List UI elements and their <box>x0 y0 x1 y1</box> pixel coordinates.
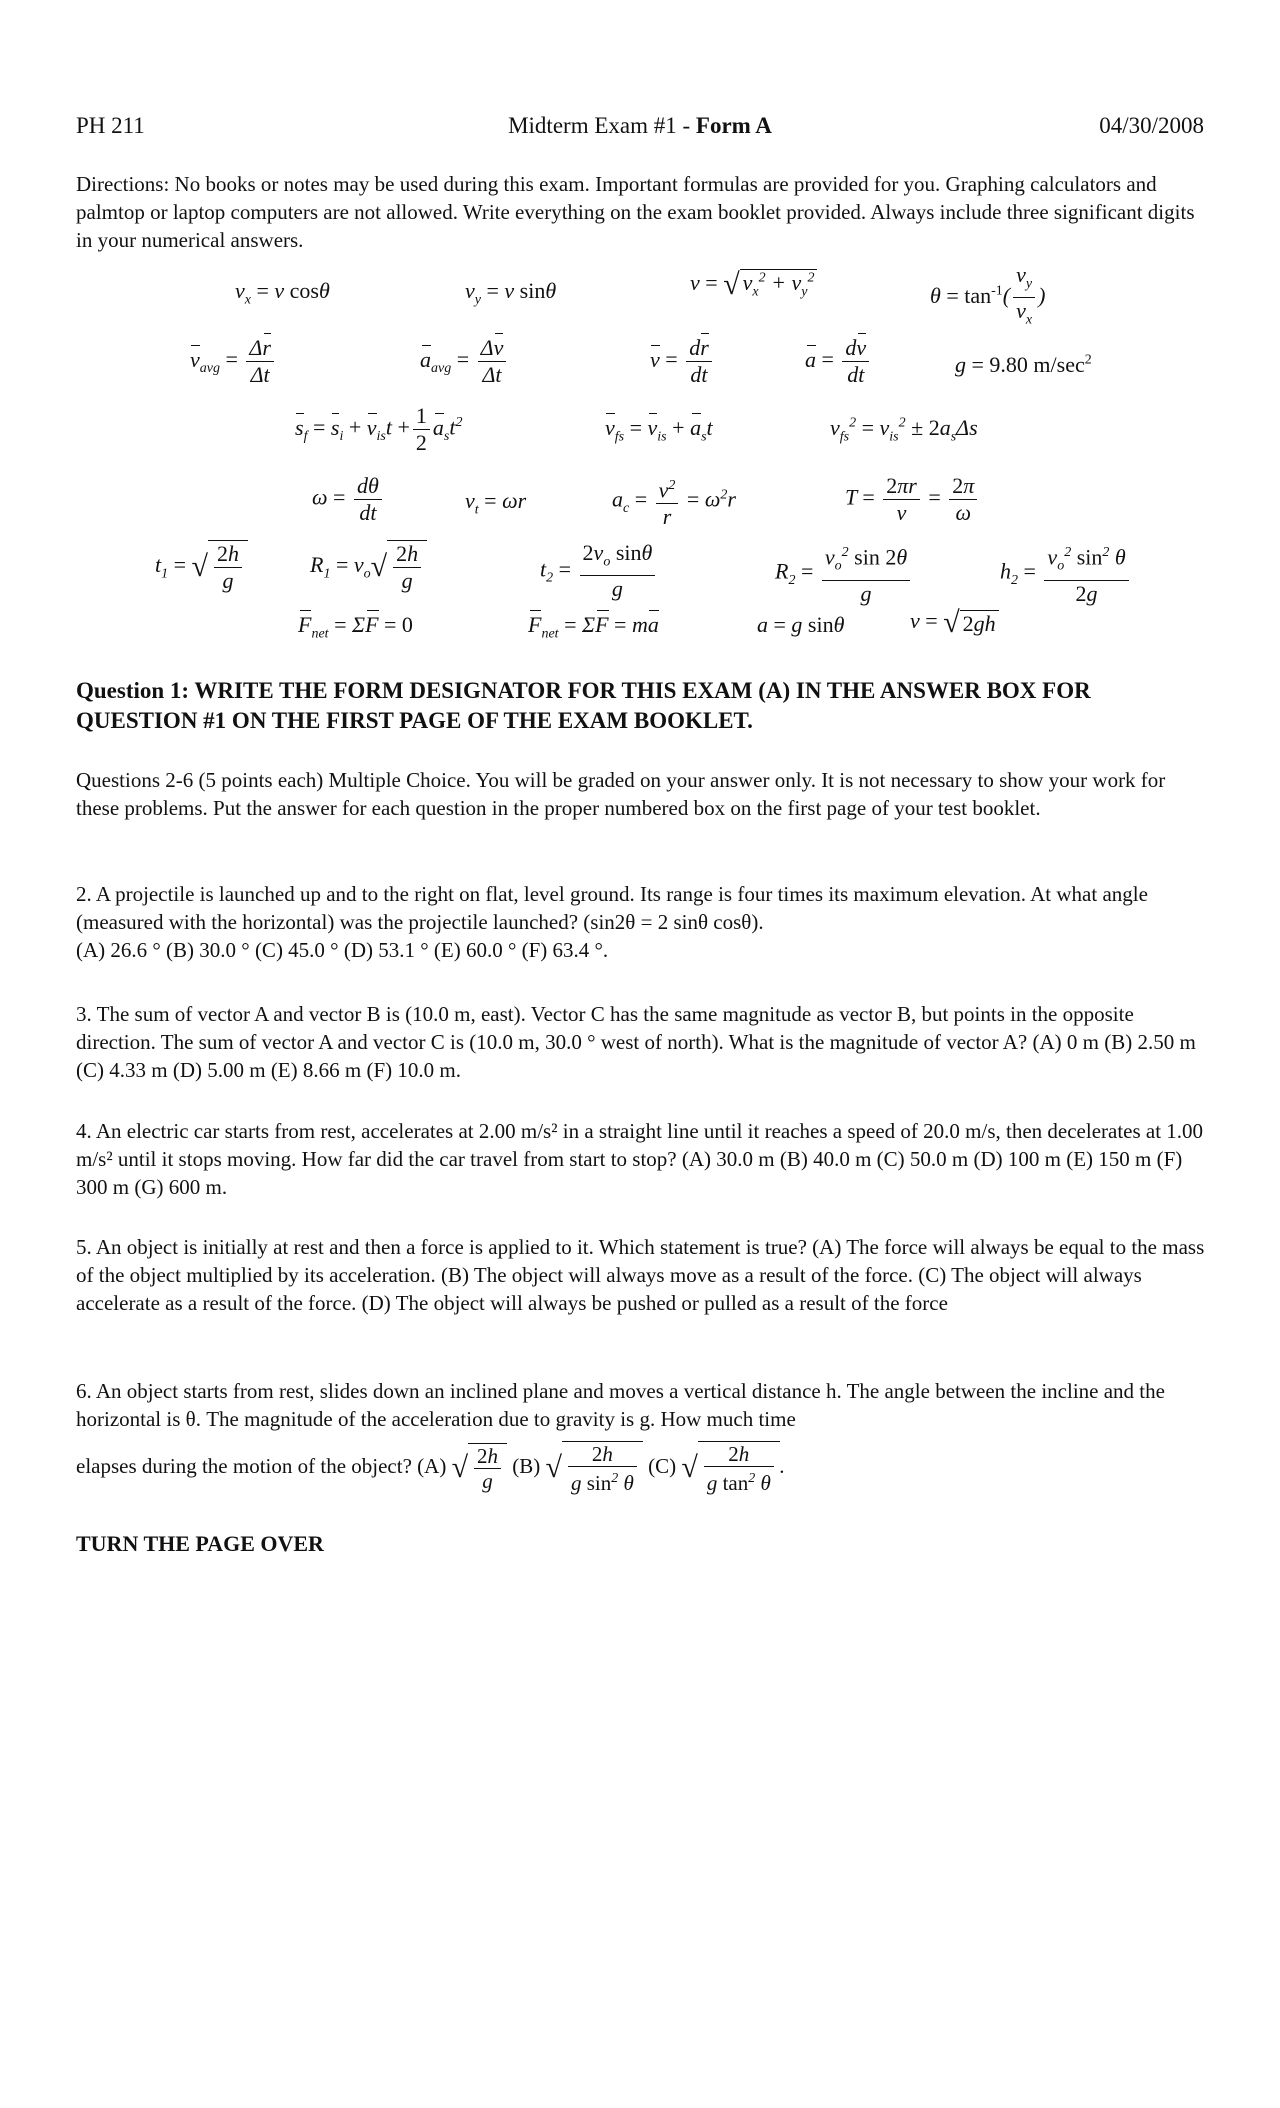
question-1: Question 1: WRITE THE FORM DESIGNATOR FOR THIS EXAM (A) IN THE ANSWER BOX FOR QUESTION #1 ON THE FIRST PAGE OF THE EXAM BOOKLET. <box>76 678 1091 733</box>
exam-title <box>76 113 1204 139</box>
question-2-text: 2. A projectile is launched up and to the right on flat, level ground. Its range is four times its maximum elevation. At what angle (measured with the horizontal) was the projectile launched? (sin2θ = 2 sinθ cosθ). <box>76 882 1148 934</box>
formula-g: g = 9.80 $m/\sec^2$ <box>955 352 1092 377</box>
formula-theta: $\theta = \tan^{-1}$( $\frac{v_y}{v_x}$ ) <box>930 262 1046 328</box>
question-4: 4. An electric car starts from rest, accelerates at 2.00 m/s² in a straight line until it reaches a speed of 20.0 m/s, then decelerates at 1.00 m/s² until it stops moving. How far did the car travel from start to stop? (A) 30.0 m (B) 40.0 m (C) 50.0 m (D) 100 m (E) 150 m (F) 300 m (G) 600 m. <box>76 1119 1204 1199</box>
question-6-options <box>76 1441 1208 1495</box>
question-6-lead: elapses during the motion of the object? (A) <box>76 1453 447 1478</box>
formula-position: $s_f = s_i + v_{is}t$ + $\frac{1}{2}$ $a_st^2$ <box>295 403 463 455</box>
formula-ac: $a_c$ = $\frac{v^2}{r}$ = $\omega^2r$ <box>612 473 736 530</box>
formula-velocity-squared: $v_{fs}^2 = v_{is}^2 \pm 2a_s\Delta s$ <box>830 415 978 445</box>
formula-velocity: $v_{fs} = v_{is} + a_st$ <box>605 415 713 445</box>
formula-vx: $v_x = v$ cosθ <box>235 278 330 308</box>
formula-v-avg: $v_{avg}$ = $\frac{\Delta r}{\Delta t}$ <box>190 335 277 388</box>
question-5: 5. An object is initially at rest and then a force is applied to it. Which statement is true? (A) The force will always be equal to the mass of the object multiplied by its acceleration. (B) The object will always move as a result of the force. (C) The object will always accelerate as a result of the force. (D) The object will always be pushed or pulled as a result of the force <box>76 1235 1205 1315</box>
formula-period: T = $\frac{2\pi r}{v}$ = $\frac{2\pi}{\omega}$ <box>845 473 980 526</box>
option-a-formula: √ $\frac{2h}{g}$ <box>452 1454 507 1478</box>
question-3: 3. The sum of vector A and vector B is (10.0 m, east). Vector C has the same magnitude as vector B, but points in the opposite direction. The sum of vector A and vector C is (10.0 m, 30.0 ° west of north). What is the magnitude of vector A? (A) 0 m (B) 2.50 m (C) 4.33 m (D) 5.00 m (E) 8.66 m (F) 10.0 m. <box>76 1002 1196 1082</box>
formula-h2: $h_2$ = $\frac{v_o^2 \sin^2 \theta}{2g}$ <box>1000 540 1132 607</box>
formula-r1: $R_1 = v_o√$ $\frac{2h}{g}$ <box>310 540 427 594</box>
formula-incline: a = g sinθ <box>757 612 845 637</box>
exam-title-text: Midterm Exam #1 - <box>508 113 696 138</box>
exam-form: Form A <box>695 113 772 138</box>
g-unit: m/sec <box>1033 352 1085 377</box>
formula-newton: $F_{net} = \Sigma F$ = ma <box>528 612 659 642</box>
formula-omega: ω = $\frac{d\theta}{dt}$ <box>312 473 385 526</box>
formula-t2: $t_2$ = $\frac{2v_o \sin\theta}{g}$ <box>540 540 658 602</box>
g-value: 9.80 <box>989 352 1028 377</box>
exam-date: 04/30/2008 <box>1099 113 1204 138</box>
formula-a-derivative: a = $\frac{dv}{dt}$ <box>805 335 872 388</box>
option-c-formula: √ $\frac{2h}{g \tan^2 \theta}$ . <box>681 1442 786 1495</box>
option-c-label: (C) <box>648 1453 677 1478</box>
question-6 <box>76 1377 1208 1495</box>
formula-free-fall-speed: v = √ 2gh <box>910 606 999 640</box>
formula-r2: $R_2$ = $\frac{v_o^2 \sin 2\theta}{g}$ <box>775 540 913 607</box>
exam-header <box>76 113 1204 143</box>
formula-vt: $v_t = \omega r$ <box>465 488 527 518</box>
question-2-options: (A) 26.6 ° (B) 30.0 ° (C) 45.0 ° (D) 53.1 ° (E) 60.0 ° (F) 63.4 °. <box>76 938 609 962</box>
question-6-text: 6. An object starts from rest, slides down an inclined plane and moves a vertical distance h. The angle between the incline and the horizontal is θ. The magnitude of the acceleration due to gravity is g. How much time <box>76 1379 1165 1431</box>
formula-v-derivative: v = $\frac{dr}{dt}$ <box>650 335 715 388</box>
course-code: PH 211 <box>76 113 145 138</box>
option-b-formula: √ $\frac{2h}{g \sin^2 \theta}$ <box>546 1454 643 1478</box>
formula-t1: $t_1$ = √ $\frac{2h}{g}$ <box>155 540 248 594</box>
formula-a-avg: $a_{avg}$ = $\frac{\Delta v}{\Delta t}$ <box>420 335 509 388</box>
multiple-choice-instructions: Questions 2-6 (5 points each) Multiple Choice. You will be graded on your answer only. It is not necessary to show your work for these problems. Put the answer for each question in the proper numbered box on the first page of your test booklet. <box>76 768 1166 820</box>
formula-vy: $v_y = v$ sinθ <box>465 278 557 308</box>
formula-equilibrium: $F_{net} = \Sigma F = 0$ <box>298 612 413 642</box>
directions: Directions: No books or notes may be used during this exam. Important formulas are provided for you. Graphing calculators and palmtop or laptop computers are not allowed. Write everything on the exam booklet provided. Always include three significant digits in your numerical answers. <box>76 172 1195 252</box>
turn-page-instruction: TURN THE PAGE OVER <box>76 1531 324 1556</box>
option-b-label: (B) <box>512 1453 541 1478</box>
question-2 <box>76 880 1208 964</box>
formula-v-magnitude: v = √ $v_x^2 + v_y^2$ <box>690 268 817 302</box>
